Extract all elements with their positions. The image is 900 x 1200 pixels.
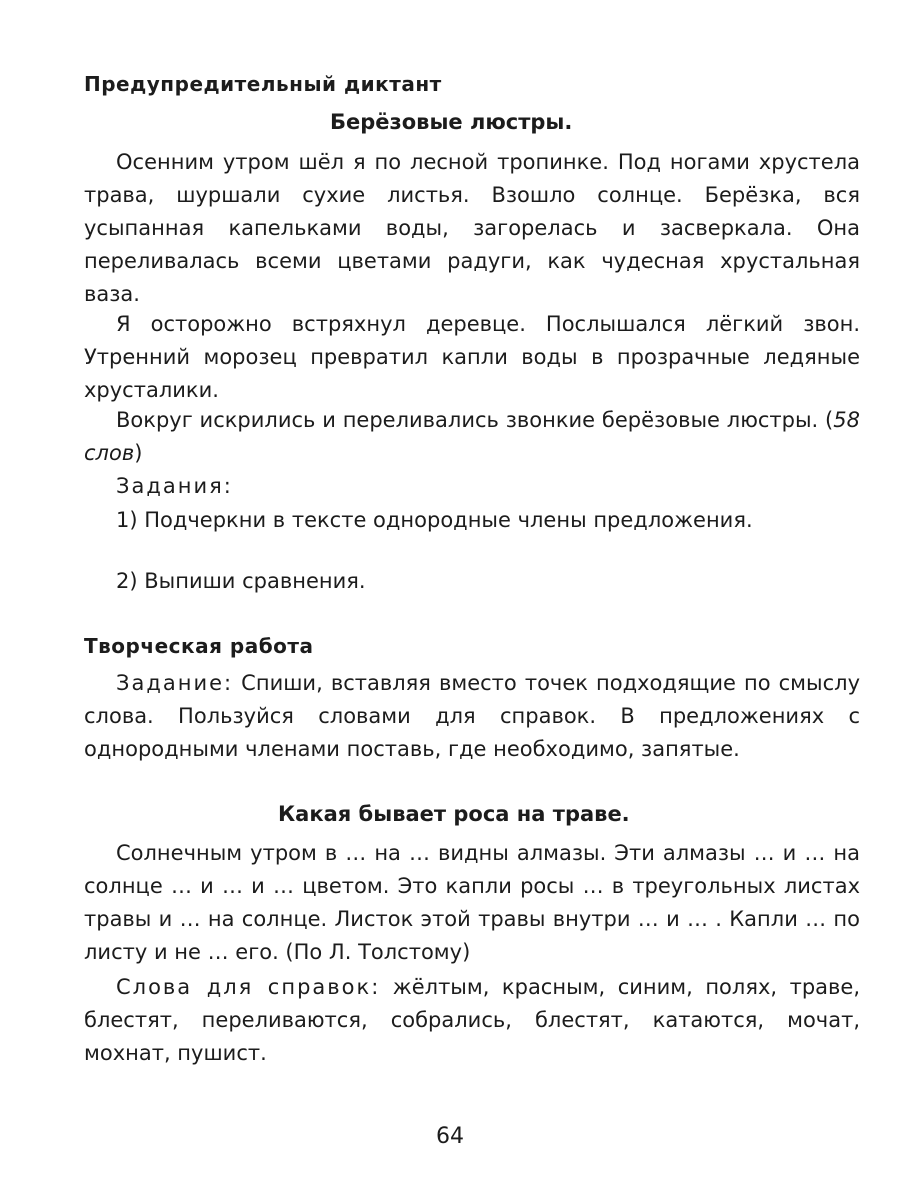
reference-words: Слова для справок: жёлтым, красным, синим, полях, траве, блестят, переливаются, собрались, блестят, катаются, мочат, мохнат, пушист. — [84, 975, 860, 1065]
dictation-paragraph-3: Вокруг искрились и переливались звонкие берёзовые люстры. (58 слов) — [84, 408, 860, 465]
word-count: 58 слов — [84, 408, 860, 465]
creative-title: Какая бывает роса на траве. — [278, 802, 630, 826]
task-1: 1) Подчеркни в тексте однородные члены предложения. — [116, 508, 753, 532]
page-number: 64 — [436, 1124, 464, 1149]
creative-paragraph: Солнечным утром в … на … видны алмазы. Эти алмазы … и … на солнце … и … и … цветом. Это капли росы … в треугольных листах травы и … на солнце. Листок этой травы внутри … и … . Капли … по листу и не … его. (По Л. Толстому) — [84, 841, 860, 964]
dictation-paragraph-1: Осенним утром шёл я по лесной тропинке. Под ногами хрустела трава, шуршали сухие листья. Взошло солнце. Берёзка, вся усыпанная капельками воды, загорелась и засверкала. Она переливалась всеми цветами радуги, как чудесная хрустальная ваза. — [84, 150, 860, 306]
dictation-paragraph-2: Я осторожно встряхнул деревце. Послышался лёгкий звон. Утренний морозец превратил капли воды в прозрачные ледяные хрусталики. — [84, 312, 860, 402]
dictation-heading: Предупредительный диктант — [84, 72, 442, 96]
creative-heading: Творческая работа — [84, 634, 314, 658]
creative-task: Задание: Спиши, вставляя вместо точек подходящие по смыслу слова. Пользуйся словами для справок. В предложениях с однородными членами поставь, где необходимо, запятые. — [84, 671, 860, 761]
reference-words-label: Слова для справок: — [116, 975, 381, 999]
tasks-label: Задания: — [116, 474, 233, 498]
task-label: Задание: — [116, 671, 234, 695]
dictation-title: Берёзовые люстры. — [330, 110, 573, 134]
task-2: 2) Выпиши сравнения. — [116, 569, 366, 593]
